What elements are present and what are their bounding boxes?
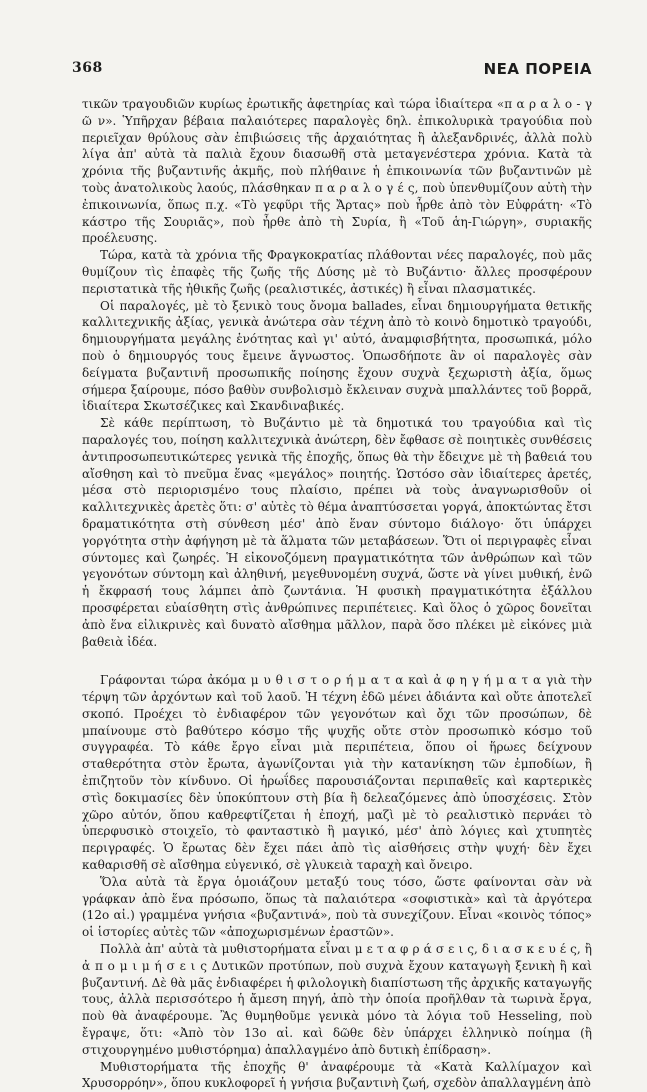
body-text <box>82 96 592 1092</box>
paragraph: Μυθιστορήματα τῆς ἐποχῆς θ' ἀναφέρουμε τὰ «Κατὰ Καλλίμαχον καὶ Χρυσορρόην», ὅπου κυκλοφορεῖ ἡ γνήσια βυζαντινὴ ζωή, σχεδὸν ἀπαλλαγμένη ἀπὸ <box>82 1059 592 1091</box>
paragraph: Ὅλα αὐτὰ τὰ ἔργα ὁμοιάζουν μεταξύ τους τόσο, ὥστε φαίνονται σὰν νὰ γράφκαν ἀπὸ ἕνα πρόσωπο, ὅπως τὰ παλαιότερα «σοφιστικὰ» καὶ τὰ ἀργότερα (12ο αἰ.) γραμμένα γνήσια «βυζαντινά», ποὺ τὰ συνεχίζουν. Εἶναι «κοινὸς τόπος» οἱ ἱστορίες αὐτὲς τῶν «ἀποχωρισμένων ἐραστῶν». <box>82 874 592 940</box>
page-header <box>72 60 592 84</box>
section-gap <box>82 650 592 672</box>
running-head: ΝΕΑ ΠΟΡΕΙΑ <box>483 60 592 78</box>
paragraph: Σὲ κάθε περίπτωση, τὸ Βυζάντιο μὲ τὰ δημοτικά του τραγούδια καὶ τὶς παραλογές του, ποίηση καλλιτεχνικὰ ἀνώτερη, δὲν ἔφθασε σὲ ποιητικὲς συνθέσεις ἀντιπροσωπευτικώτερες γενικὰ τῆς ἐποχῆς, ὅπως θὰ τὴν ἔδειχνε μὲ τὴ βαθειά του αἴσθηση καὶ τὸ πνεῦμα ἕνας «μεγάλος» ποιητής. Ὡστόσο σὰν ἰδιαίτερες ἀρετές, μέσα στὸ περιορισμένο τους πλαίσιο, πρέπει νὰ τοὺς ἀναγνωρισθοῦν οἱ καλλιτεχνικὲς ἀρετὲς ὅτι: σ' αὐτὲς τὸ θέμα ἀναπτύσσεται γοργά, ἀποκτώντας ἔτσι δραματικότητα στὴ σύνθεση μέσ' ἀπὸ ἕναν σύντομο διάλογο· ὅτι ὑπάρχει γοργότητα στὴν ἀφήγηση μὲ τὰ ἅλματα τῶν μεταβάσεων. Ὅτι οἱ περιγραφὲς εἶναι σύντομες καὶ ζωηρές. Ἡ εἰκονοζόμενη πραγματικότητα τῶν ἀνθρώπων καὶ τῶν γεγονότων σύντομη καὶ ἀληθινή, μεγεθυνομένη συχνά, ὥστε νὰ γίνει μυθική, ἐνῶ ἡ ἔκφρασή τους λάμπει ἀπὸ ζωντάνια. Ἡ φυσικὴ πραγματικότητα ἐξάλλου προσφέρεται εὐαίσθητη στὶς ἀνθρώπινες περιπέτειες. Καὶ ὅλος ὁ χῶρος δονεῖται ἀπὸ ἕνα εἰλικρινὲς καὶ δυνατὸ αἴσθημα μᾶλλον, παρὰ ὅσο πλέκει μὲ εἰκόνες μιὰ βαθειὰ ἰδέα. <box>82 416 592 649</box>
paragraph: Γράφονται τώρα ἀκόμα μ υ θ ι σ τ ο ρ ή μ α τ α καὶ ἀ φ η γ ή μ α τ α γιὰ τὴν τέρψη τῶν ἀρχόντων καὶ τοῦ λαοῦ. Ἡ τέχνη ἐδῶ μένει ἀδιάντα καὶ οὔτε ἀποτελεῖ σκοπό. Προέχει τὸ ἐνδιαφέρον τῶν γεγονότων καὶ ὄχι τῶν προσώπων, δὲ μπαίνουμε στὸ βαθύτερο κόσμο τῆς ψυχῆς οὔτε στὸν προσωπικὸ κόσμο τοῦ συγγραφέα. Τὸ κάθε ἔργο εἶναι μιὰ περιπέτεια, ὅπου οἱ ἥρωες δείχνουν σταθερότητα στὸν ἔρωτα, ἀγωνίζονται γιὰ τὴν κατανίκηση τῶν ἐμποδίων, ἢ ἐπιζητοῦν τὸν κίνδυνο. Οἱ ἡρωΐδες παρουσιάζονται περιπαθεῖς καὶ καρτερικὲς στὶς δοκιμασίες δὲν ὑποκύπτουν στὴ βία ἢ δελεαζόμενες ἀπὸ ὑποσχέσεις. Στὸν χῶρο αὐτόν, ὅπου καθρεφτίζεται ἡ ἐποχή, μαζὶ μὲ τὸ ρεαλιστικὸ περνάει τὸ ὑπερφυσικὸ στοιχεῖο, τὸ φανταστικὸ ἢ μαγικό, μέσ' ἀπὸ λόγιες καὶ χτυπητὲς περιγραφές. Ὁ ἔρωτας δὲν ἔχει πάει ἀπὸ τὶς αἰσθήσεις στὴν ψυχή· δὲν ἔχει καθαρισθῆ σὲ αἴσθημα εὐγενικό, σὲ γλυκειὰ ταραχὴ καὶ ὄνειρο. <box>82 673 592 873</box>
paragraph: Τώρα, κατὰ τὰ χρόνια τῆς Φραγκοκρατίας πλάθονται νέες παραλογές, ποὺ μᾶς θυμίζουν τὶς ἐπαφὲς τῆς ζωῆς τῆς Δύσης μὲ τὸ Βυζάντιο· ἄλλες προσφέρουν περιστατικὰ τῆς ἠθικῆς ζωῆς (ρεαλιστικές, ἀστικές) ἢ εἶναι πλασματικές. <box>82 248 592 296</box>
paragraph: Οἱ παραλογές, μὲ τὸ ξενικὸ τους ὄνομα ballades, εἶναι δημιουργήματα θετικῆς καλλιτεχνικῆς ἀξίας, γενικὰ ἀνώτερα σὰν τέχνη ἀπὸ τὸ κοινὸ δημοτικὸ τραγούδι, δημιουργήματα μεγάλης ἑνότητας καὶ γι' αὐτό, ἀναμφισβήτητα, προσωπικά, μόλο ποὺ ὁ δημιουργός τους ἔμεινε ἄγνωστος. Ὁπωσδήποτε ἂν οἱ παραλογὲς σὰν δείγματα βυζαντινῆ προσωπικῆς ποίησης ἔχουν συχνὰ ξεχωριστὴ ἀξία, ὅμως σήμερα ξαίρουμε, πόσο βαθὺν συνβολισμὸ ἔκλειναν συχνὰ μπαλλάντες τοῦ βορρᾶ, ἰδιαίτερα Σκωτσέζικες καὶ Σκανδιναβικές. <box>82 298 592 414</box>
paragraph: Πολλὰ ἀπ' αὐτὰ τὰ μυθιστορήματα εἶναι μ ε τ α φ ρ ά σ ε ι ς, δ ι α σ κ ε υ έ ς, ἢ ἀ π ο μ ι μ ή σ ε ι ς Δυτικῶν προτύπων, ποὺ συχνὰ ἔχουν καταγωγὴ ξενικὴ ἢ καὶ βυζαντινή. Δὲ θὰ μᾶς ἐνδιαφέρει ἡ φιλολογικὴ διαπίστωση τῆς ἀρχικῆς καταγωγῆς τους, ἀλλὰ περισσότερο ἡ ἄμεση πηγή, ἀπὸ τὴν ὁποία προῆλθαν τὰ τωρινὰ ἔργα, ποὺ θὰ ἀναφέρουμε. Ἂς θυμηθοῦμε γενικὰ μόνο τὰ λόγια τοῦ Hesseling, ποὺ ἔγραψε, ὅτι: «Ἀπὸ τὸν 13ο αἰ. καὶ δῶθε δὲν ὑπάρχει ἑλληνικὸ ποίημα (ἢ στιχουργημένο μυθιστόρημα) ἀπαλλαγμένο ἀπὸ δυτικὴ ἐπίδραση». <box>82 942 592 1057</box>
paragraph: τικῶν τραγουδιῶν κυρίως ἐρωτικῆς ἀφετηρίας καὶ τώρα ἰδιαίτερα «π α ρ α λ ο - γ ῶ ν». Ὑπῆρχαν βέβαια παλαιότερες παραλογὲς δηλ. ἐπικολυρικὰ τραγούδια ποὺ περιεῖχαν θρύλους σὰν ἐπιβιώσεις τῆς ἀρχαιότητας ἢ ἀλεξανδρινές, ἀλλὰ πολὺ λίγα ἀπ' αὐτὰ τὰ παλιὰ ἔχουν διασωθῆ στὰ μεταγενέστερα χρόνια. Κατὰ τὰ χρόνια τῆς βυζαντινῆς ἀκμῆς, ποὺ πλήθαινε ἡ ἐπικοινωνία τῶν βυζαντινῶν μὲ τοὺς ἀνατολικοὺς λαούς, πλάσθηκαν π α ρ α λ ο γ έ ς, ποὺ ὑπενθυμίζουν αὐτὴ τὴν ἐπικοινωνία, ὅπως π.χ. «Τὸ γεφῦρι τῆς Ἄρτας» ποὺ ἦρθε ἀπὸ τὸν Εὐφράτη· «Τὸ κάστρο τῆς Σουριᾶς», ποὺ ἦρθε ἀπὸ τὴ Συρία, ἢ «Τοῦ ἁη-Γιώργη», συριακῆς προέλευσης. <box>82 97 592 246</box>
page-number: 368 <box>72 60 103 76</box>
